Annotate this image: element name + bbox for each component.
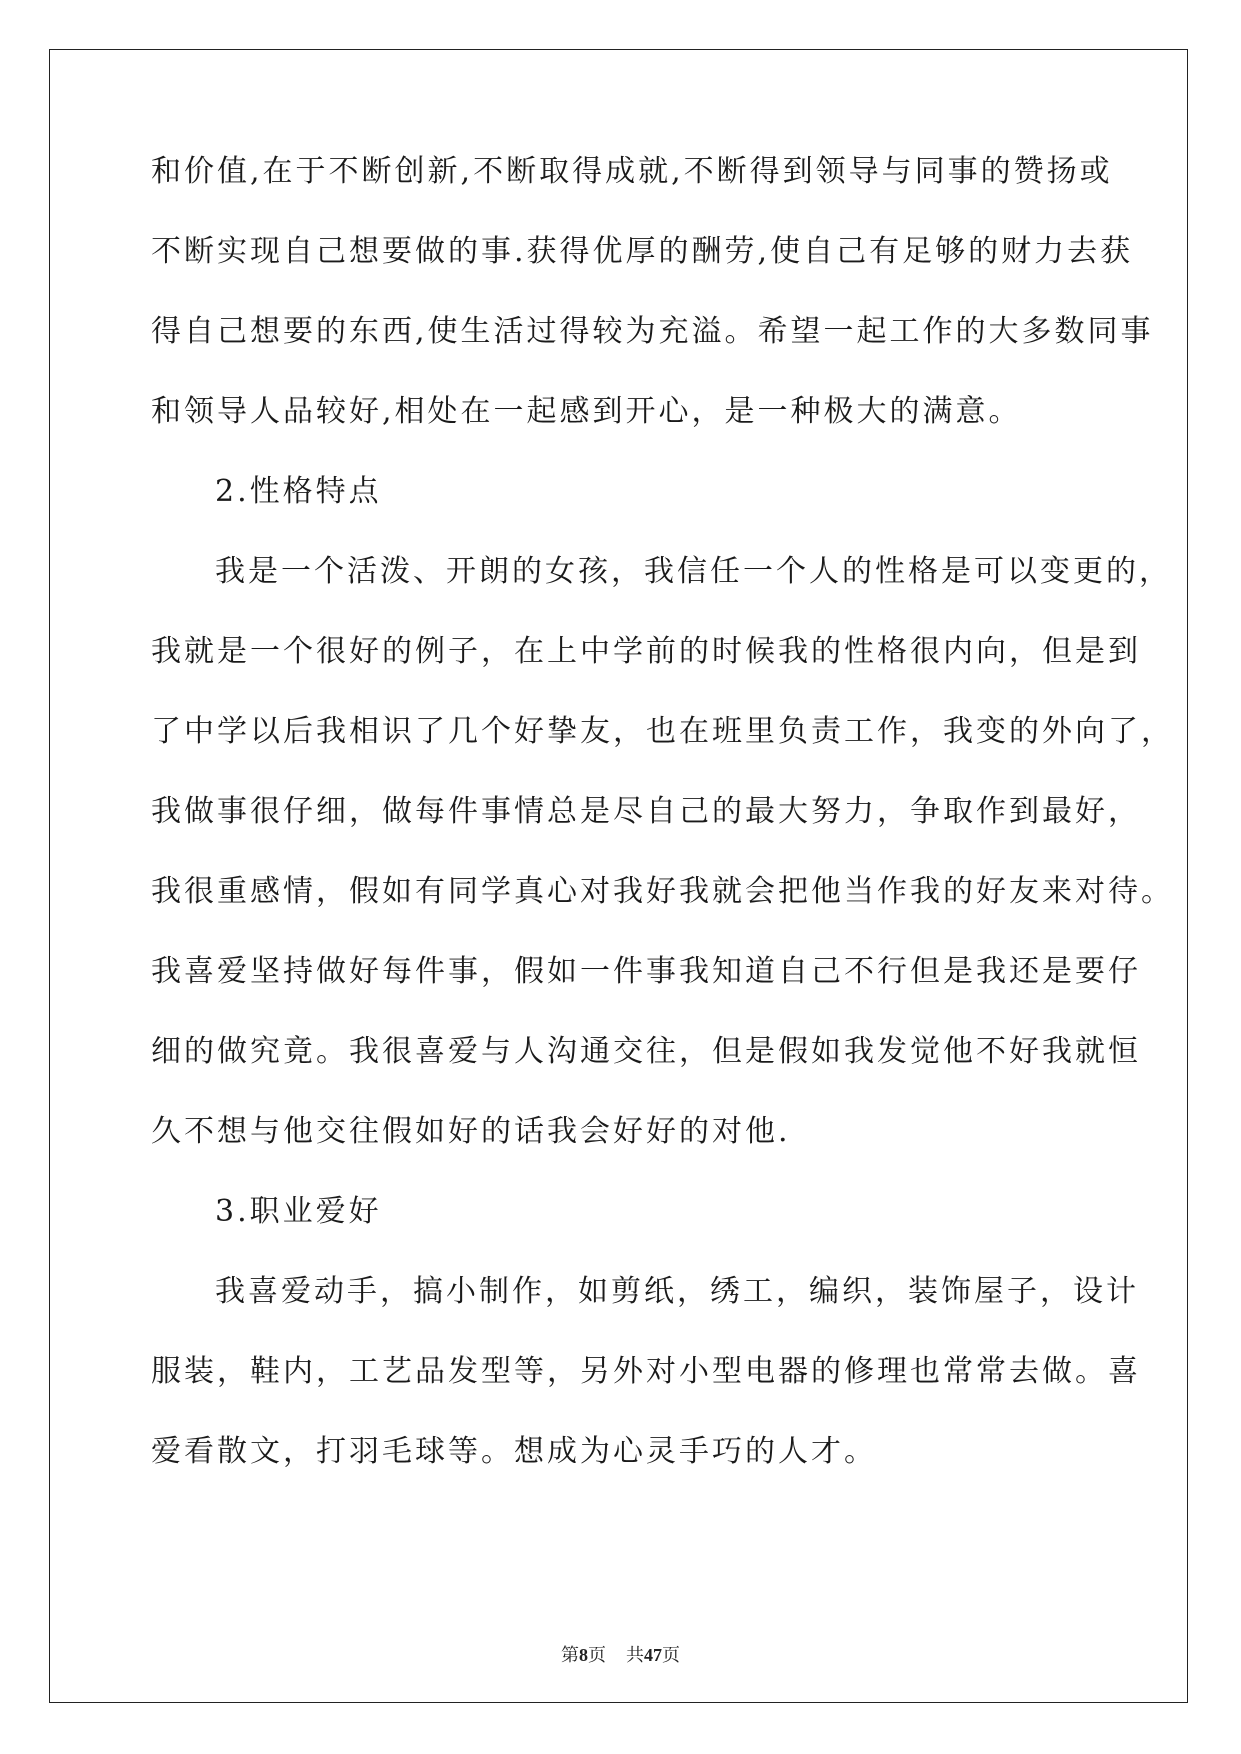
- total-prefix: 共: [626, 1645, 644, 1665]
- text-line: 了中学以后我相识了几个好挚友，也在班里负责工作，我变的外向了，: [151, 714, 1174, 749]
- text-line: 服装，鞋内，工艺品发型等，另外对小型电器的修理也常常去做。喜: [151, 1354, 1141, 1389]
- page-prefix: 第: [561, 1645, 579, 1665]
- text-line: 久不想与他交往假如好的话我会好好的对他.: [151, 1114, 791, 1149]
- text-line: 得自己想要的东西,使生活过得较为充溢。希望一起工作的大多数同事: [151, 314, 1154, 349]
- text-line: 我很重感情，假如有同学真心对我好我就会把他当作我的好友来对待。: [151, 874, 1174, 909]
- text-line: 我做事很仔细，做每件事情总是尽自己的最大努力，争取作到最好，: [151, 794, 1141, 829]
- section-heading: 2.性格特点: [215, 474, 382, 509]
- page-number: 8: [579, 1645, 588, 1665]
- text-line: 爱看散文，打羽毛球等。想成为心灵手巧的人才。: [151, 1434, 877, 1469]
- text-line: 细的做究竟。我很喜爱与人沟通交往，但是假如我发觉他不好我就恒: [151, 1034, 1141, 1069]
- text-line: 我喜爱动手，搞小制作，如剪纸，绣工，编织，装饰屋子，设计: [215, 1274, 1139, 1309]
- text-line: 我是一个活泼、开朗的女孩，我信任一个人的性格是可以变更的，: [215, 554, 1172, 589]
- section-heading: 3.职业爱好: [215, 1194, 382, 1229]
- page-footer: [0, 1643, 1241, 1667]
- text-line: 和价值,在于不断创新,不断取得成就,不断得到领导与同事的赞扬或: [151, 154, 1113, 189]
- text-line: 我喜爱坚持做好每件事，假如一件事我知道自己不行但是我还是要仔: [151, 954, 1141, 989]
- total-suffix: 页: [662, 1645, 680, 1665]
- text-line: 不断实现自己想要做的事.获得优厚的酬劳,使自己有足够的财力去获: [151, 234, 1134, 269]
- text-line: 我就是一个很好的例子，在上中学前的时候我的性格很内向，但是到: [151, 634, 1141, 669]
- page-suffix: 页: [588, 1645, 606, 1665]
- text-line: 和领导人品较好,相处在一起感到开心，是一种极大的满意。: [151, 394, 1022, 429]
- total-pages: 47: [644, 1645, 662, 1665]
